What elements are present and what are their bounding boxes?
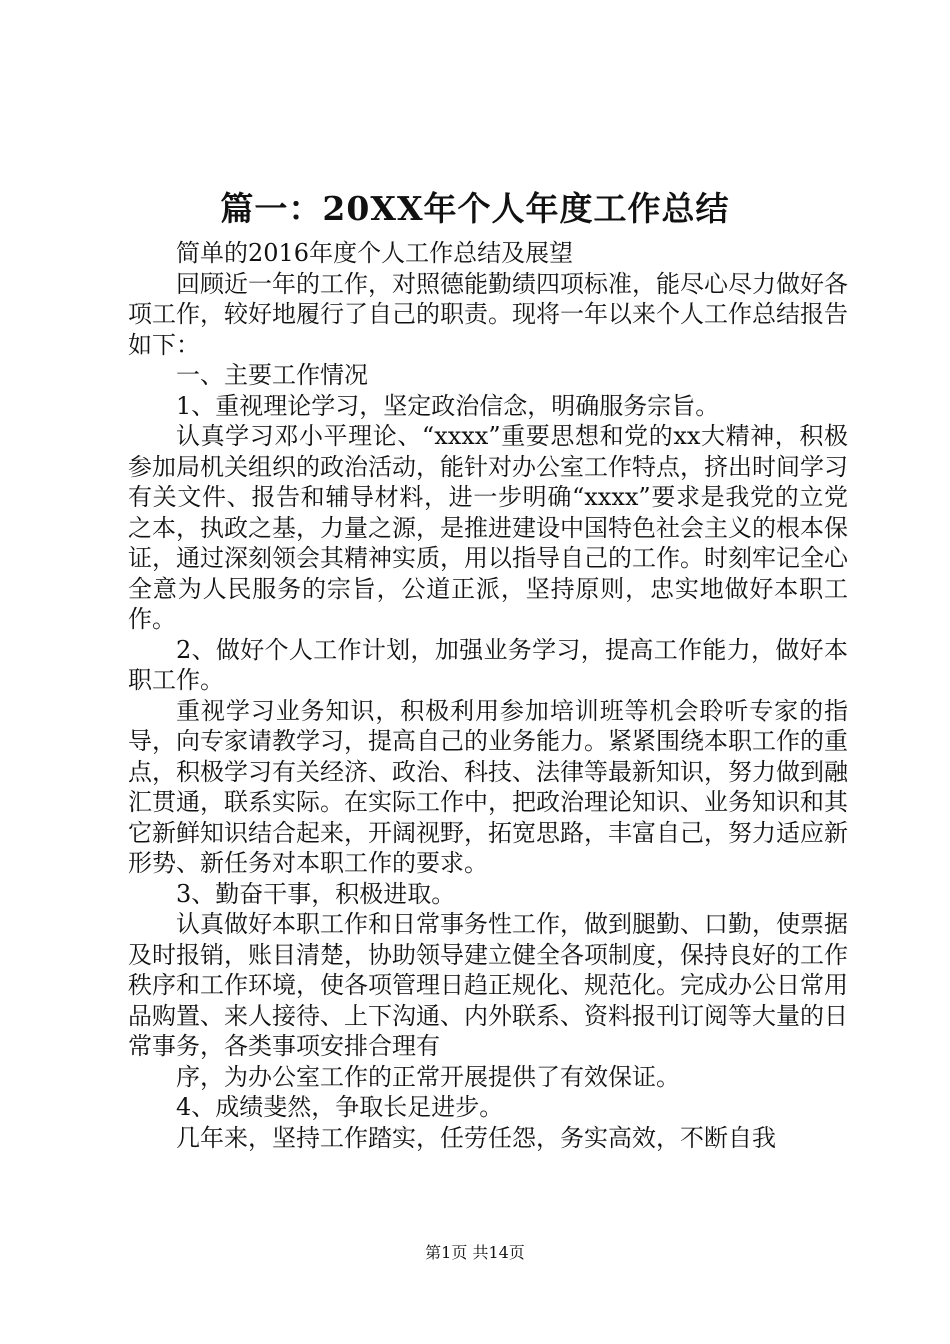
- section-heading-main-work: 一、主要工作情况: [176, 361, 368, 389]
- paragraph-item-3: 认真做好本职工作和日常事务性工作，做到腿勤、口勤，使票据及时报销，账目清楚，协助领导建立健全各项制度，保持良好的工作秩序和工作环境，使各项管理日趋正规化、规范化。完成办公日常用品购置、来人接待、上下沟通、内外联系、资料报刊订阅等大量的日常事务，各类事项安排合理有: [128, 910, 848, 1060]
- paragraph-item-3-continued: 序，为办公室工作的正常开展提供了有效保证。: [176, 1062, 680, 1091]
- paragraph-item-1: 认真学习邓小平理论、“xxxx”重要思想和党的xx大精神，积极参加局机关组织的政治活动，能针对办公室工作特点，挤出时间学习有关文件、报告和辅导材料，进一步明确“xxxx”要求是我党的立党之本，执政之基，力量之源，是推进建设中国特色社会主义的根本保证，通过深刻领会其精神实质，用以指导自己的工作。时刻牢记全心全意为人民服务的宗旨，公道正派，坚持原则，忠实地做好本职工作。: [128, 422, 848, 633]
- document-body: [128, 238, 848, 1153]
- paragraph-intro: 回顾近一年的工作，对照德能勤绩四项标准，能尽心尽力做好各项工作，较好地履行了自己的职责。现将一年以来个人工作总结报告如下：: [128, 269, 848, 359]
- item-heading-3: 3、勤奋干事，积极进取。: [176, 879, 456, 908]
- paragraph-item-4: 几年来，坚持工作踏实，任劳任怨，务实高效，不断自我: [176, 1123, 776, 1152]
- item-heading-1: 1、重视理论学习，坚定政治信念，明确服务宗旨。: [176, 391, 720, 420]
- item-heading-2: 2、做好个人工作计划，加强业务学习，提高工作能力，做好本职工作。: [128, 635, 848, 694]
- document-title: 篇一：20XX年个人年度工作总结: [220, 189, 730, 228]
- item-heading-4: 4、成绩斐然，争取长足进步。: [176, 1093, 504, 1121]
- paragraph-item-2: 重视学习业务知识，积极利用参加培训班等机会聆听专家的指导，向专家请教学习，提高自己的业务能力。紧紧围绕本职工作的重点，积极学习有关经济、政治、科技、法律等最新知识，努力做到融汇贯通，联系实际。在实际工作中，把政治理论知识、业务知识和其它新鲜知识结合起来，开阔视野，拓宽思路，丰富自己，努力适应新形势、新任务对本职工作的要求。: [128, 696, 848, 877]
- paragraph-subtitle: 简单的2016年度个人工作总结及展望: [176, 239, 574, 267]
- page-number-footer: 第1页 共14页: [425, 1243, 525, 1262]
